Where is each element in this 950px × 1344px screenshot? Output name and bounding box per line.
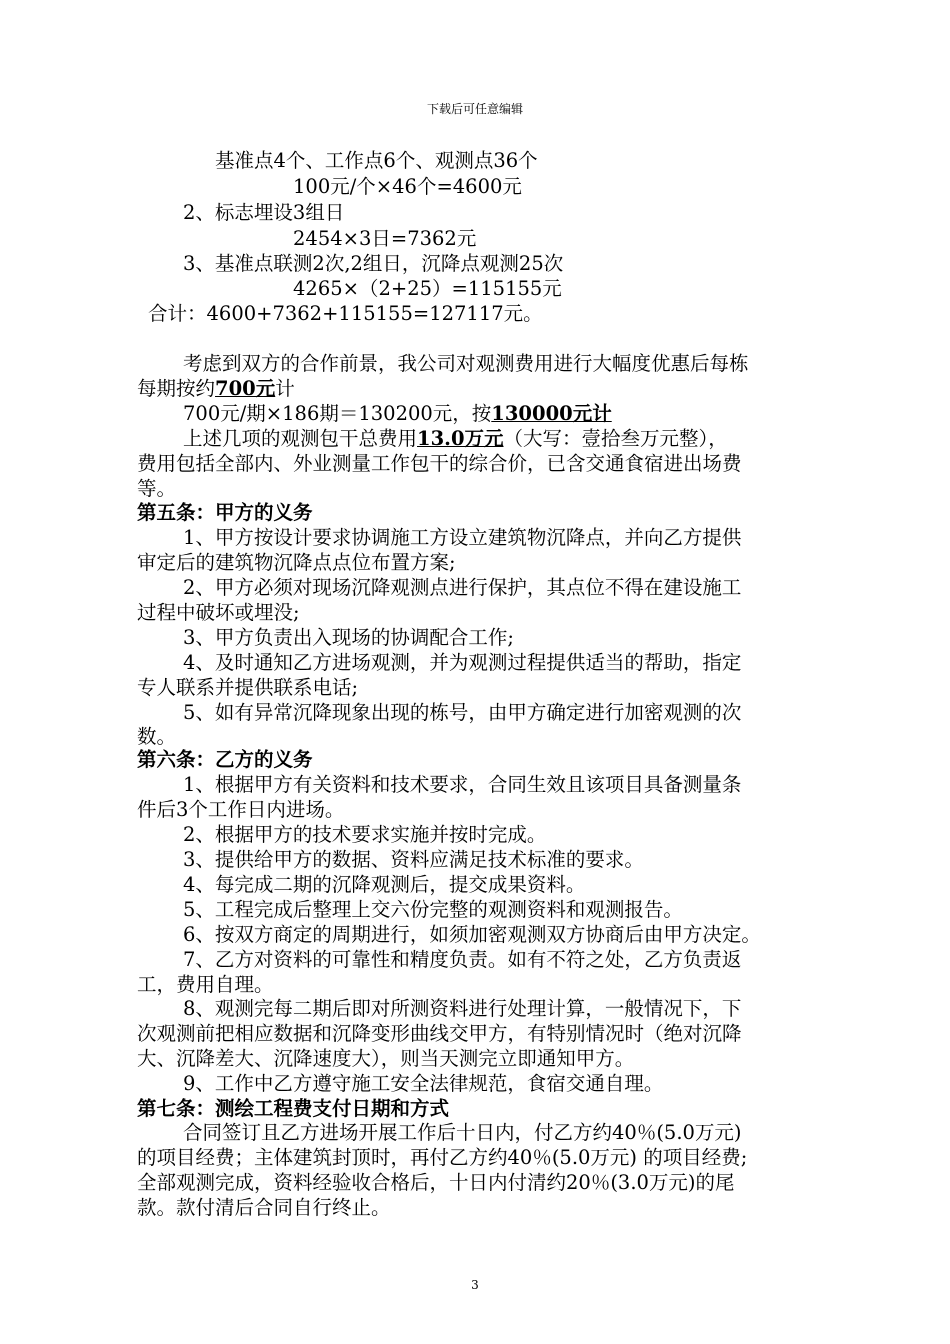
page-header: 下载后可任意编辑 <box>426 102 523 116</box>
clause-line: 次观测前把相应数据和沉降变形曲线交甲方，有特别情况时（绝对沉降 <box>137 1022 742 1045</box>
text-span: 每期按约 <box>137 377 216 400</box>
paragraph-line <box>137 376 837 402</box>
paragraph-line: 费用包括全部内、外业测量工作包干的综合价，已含交通食宿进出场费 <box>137 452 742 475</box>
clause-line: 审定后的建筑物沉降点点位布置方案; <box>137 551 456 574</box>
text-line: 100元/个×46个=4600元 <box>293 175 522 198</box>
section-heading: 第六条：乙方的义务 <box>137 748 313 771</box>
text-line: 2454×3日=7362元 <box>293 227 477 250</box>
section-heading: 第五条：甲方的义务 <box>137 501 313 524</box>
clause-line: 合同签订且乙方进场开展工作后十日内，付乙方约40％(5.0万元) <box>183 1121 742 1144</box>
clause-line: 5、工程完成后整理上交六份完整的观测资料和观测报告。 <box>183 898 683 921</box>
clause-line: 过程中破坏或埋没; <box>137 601 300 624</box>
clause-line: 7、乙方对资料的可靠性和精度负责。如有不符之处，乙方负责返 <box>183 948 742 971</box>
highlight-amount: 13.0万元 <box>417 427 504 450</box>
clause-line: 1、甲方按设计要求协调施工方设立建筑物沉降点，并向乙方提供 <box>183 526 742 549</box>
clause-line: 8、观测完每二期后即对所测资料进行处理计算，一般情况下，下 <box>183 997 742 1020</box>
clause-line: 的项目经费；主体建筑封顶时，再付乙方约40％(5.0万元) 的项目经费; <box>137 1146 748 1169</box>
paragraph-line: 考虑到双方的合作前景，我公司对观测费用进行大幅度优惠后每栋 <box>183 352 749 375</box>
highlight-amount: 700元 <box>215 377 276 400</box>
clause-line: 数。 <box>137 725 177 748</box>
clause-line: 9、工作中乙方遵守施工安全法律规范，食宿交通自理。 <box>183 1072 664 1095</box>
text-span: 计 <box>275 377 295 400</box>
clause-line: 款。款付清后合同自行终止。 <box>137 1196 391 1219</box>
paragraph-line <box>183 426 883 452</box>
paragraph-line: 等。 <box>137 477 177 500</box>
clause-line: 1、根据甲方有关资料和技术要求，合同生效且该项目具备测量条 <box>183 773 742 796</box>
clause-line: 2、甲方必须对现场沉降观测点进行保护，其点位不得在建设施工 <box>183 576 742 599</box>
clause-line: 大、沉降差大、沉降速度大），则当天测完立即通知甲方。 <box>137 1047 635 1070</box>
highlight-amount: 130000元计 <box>491 402 612 425</box>
clause-line: 3、提供给甲方的数据、资料应满足技术标准的要求。 <box>183 848 644 871</box>
paragraph-line <box>183 401 883 427</box>
clause-line: 专人联系并提供联系电话; <box>137 676 359 699</box>
clause-line: 件后3个工作日内进场。 <box>137 798 345 821</box>
text-line: 基准点4个、工作点6个、观测点36个 <box>215 149 538 172</box>
text-line: 2、标志埋设3组日 <box>183 201 345 224</box>
clause-line: 全部观测完成，资料经验收合格后，十日内付清约20％(3.0万元)的尾 <box>137 1171 735 1194</box>
text-line: 4265×（2+25）=115155元 <box>293 277 562 300</box>
clause-line: 6、按双方商定的周期进行，如须加密观测双方协商后由甲方决定。 <box>183 923 761 946</box>
page-number: 3 <box>471 1278 479 1292</box>
clause-line: 4、每完成二期的沉降观测后，提交成果资料。 <box>183 873 586 896</box>
text-span: （大写：壹拾叁万元整）， <box>503 427 728 450</box>
text-span: 上述几项的观测包干总费用 <box>183 427 418 450</box>
clause-line: 5、如有异常沉降现象出现的栋号，由甲方确定进行加密观测的次 <box>183 701 742 724</box>
section-heading: 第七条：测绘工程费支付日期和方式 <box>137 1097 450 1120</box>
clause-line: 4、及时通知乙方进场观测，并为观测过程提供适当的帮助，指定 <box>183 651 742 674</box>
clause-line: 工，费用自理。 <box>137 973 274 996</box>
text-line: 3、基准点联测2次,2组日，沉降点观测25次 <box>183 252 564 275</box>
clause-line: 3、甲方负责出入现场的协调配合工作; <box>183 626 514 649</box>
text-span: 700元/期×186期＝130200元，按 <box>183 402 492 425</box>
clause-line: 2、根据甲方的技术要求实施并按时完成。 <box>183 823 547 846</box>
total-line: 合计：4600+7362+115155=127117元。 <box>148 302 543 325</box>
